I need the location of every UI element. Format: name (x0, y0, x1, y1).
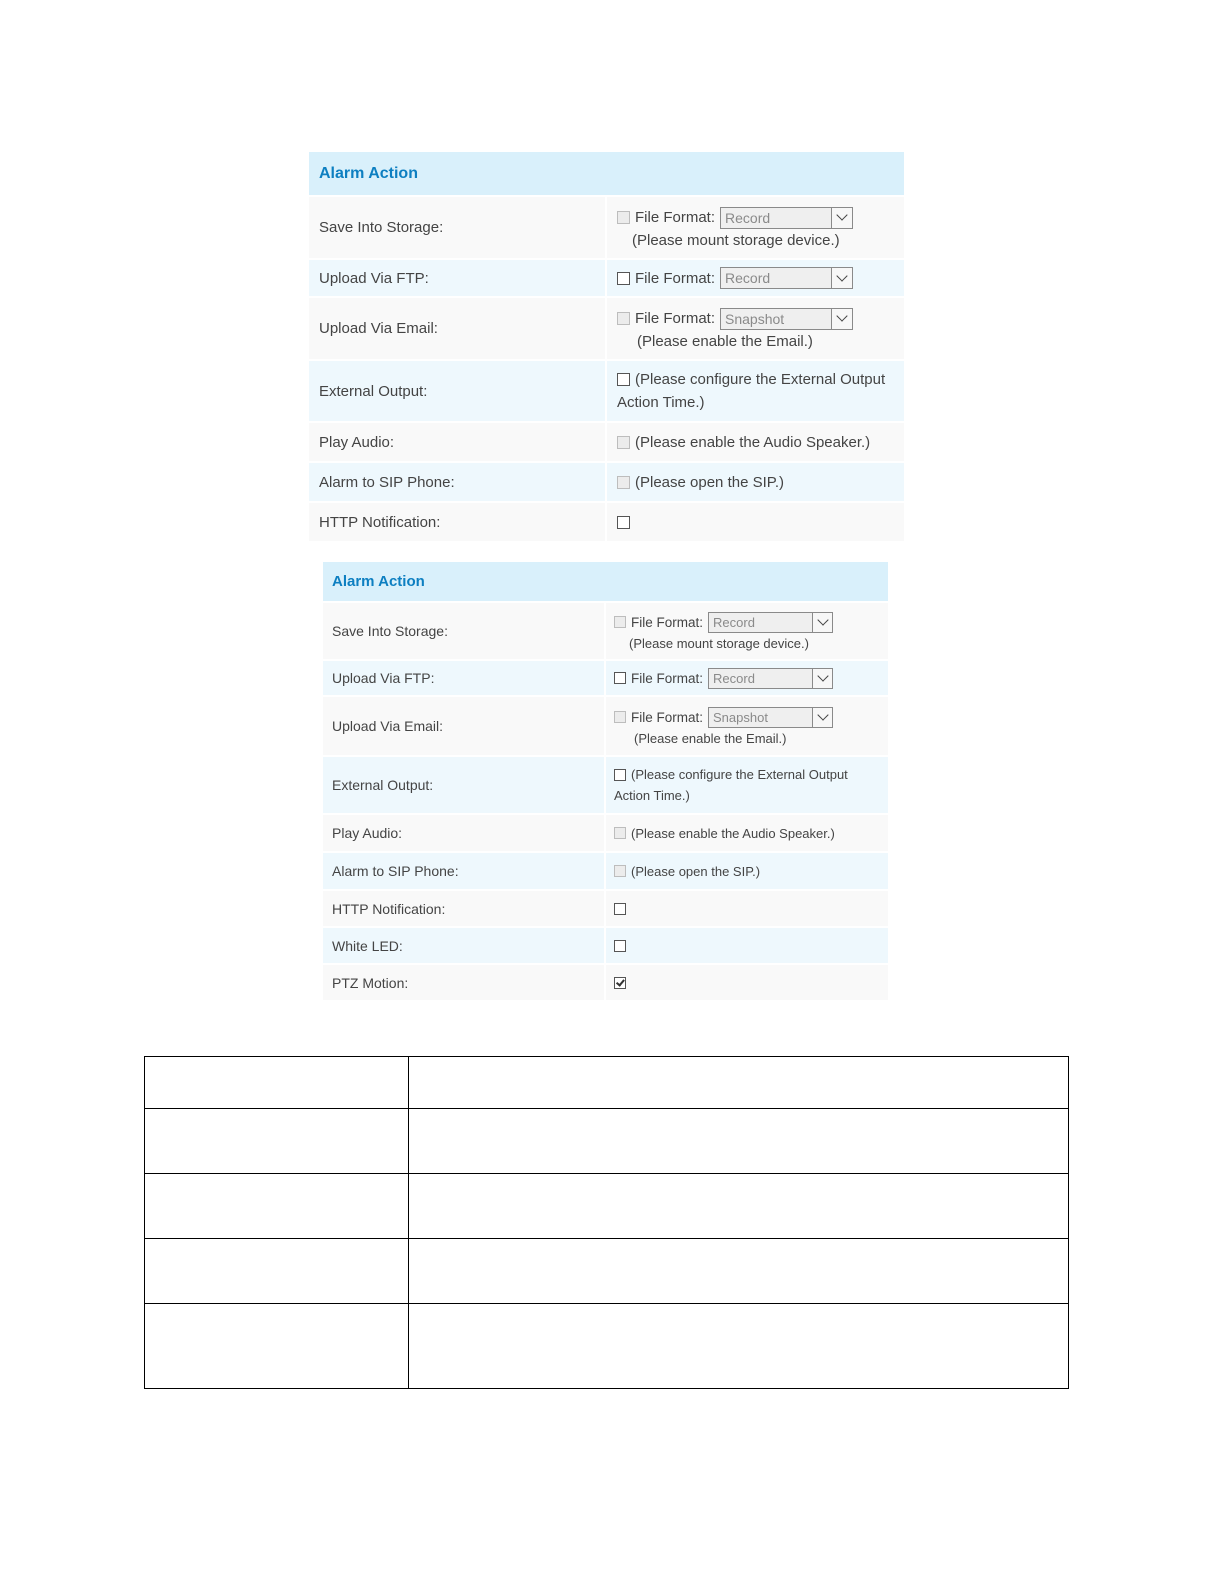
http-notification-label: HTTP Notification: (309, 503, 607, 541)
play-audio-checkbox[interactable] (617, 436, 630, 449)
table-row (145, 1057, 1069, 1109)
table-cell (145, 1057, 409, 1109)
alarm-to-sip-phone-label: Alarm to SIP Phone: (309, 463, 607, 501)
save-into-storage-label: Save Into Storage: (323, 603, 606, 659)
select-value: Record (713, 670, 755, 686)
external-output-checkbox[interactable] (614, 769, 626, 781)
sip-note: (Please open the SIP.) (631, 863, 761, 879)
upload-via-ftp-checkbox[interactable] (614, 672, 626, 684)
email-file-format-select[interactable] (708, 707, 833, 728)
chevron-down-icon[interactable] (831, 268, 852, 288)
row-save-into-storage (323, 601, 888, 659)
ftp-file-format-select[interactable] (708, 668, 833, 689)
description-table (144, 1056, 1069, 1389)
external-output-note-line2: Action Time.) (617, 394, 705, 411)
row-upload-via-email (309, 296, 904, 359)
play-audio-label: Play Audio: (309, 423, 607, 461)
table-cell (145, 1239, 409, 1304)
external-output-label: External Output: (323, 757, 606, 813)
http-notification-label: HTTP Notification: (323, 891, 606, 926)
email-file-format-select[interactable] (720, 308, 853, 330)
alarm-action-panel-2 (323, 562, 888, 1000)
alarm-to-sip-phone-label: Alarm to SIP Phone: (323, 853, 606, 889)
chevron-down-icon[interactable] (812, 669, 832, 688)
row-play-audio (323, 813, 888, 851)
row-upload-via-ftp (323, 659, 888, 695)
alarm-to-sip-phone-checkbox[interactable] (617, 476, 630, 489)
file-format-label: File Format: (631, 709, 704, 725)
row-http-notification (309, 501, 904, 541)
email-note: (Please enable the Email.) (637, 332, 813, 350)
http-notification-checkbox[interactable] (617, 516, 630, 529)
row-play-audio (309, 421, 904, 461)
table-cell (409, 1239, 1069, 1304)
table-cell (409, 1057, 1069, 1109)
upload-via-email-label: Upload Via Email: (323, 697, 606, 755)
white-led-checkbox[interactable] (614, 940, 626, 952)
sip-note: (Please open the SIP.) (635, 473, 784, 491)
storage-note: (Please mount storage device.) (632, 231, 840, 249)
upload-via-email-checkbox[interactable] (614, 711, 626, 723)
upload-via-email-checkbox[interactable] (617, 312, 630, 325)
row-white-led (323, 926, 888, 963)
upload-via-ftp-label: Upload Via FTP: (323, 661, 606, 695)
external-output-checkbox[interactable] (617, 373, 630, 386)
save-into-storage-checkbox[interactable] (617, 211, 630, 224)
select-value: Record (725, 270, 771, 286)
table-cell (145, 1174, 409, 1239)
alarm-action-panel-1 (309, 152, 904, 541)
table-row (145, 1174, 1069, 1239)
row-external-output (323, 755, 888, 813)
storage-note: (Please mount storage device.) (629, 635, 809, 651)
play-audio-checkbox[interactable] (614, 827, 626, 839)
save-into-storage-label: Save Into Storage: (309, 197, 607, 258)
ptz-motion-checkbox[interactable] (614, 977, 626, 989)
row-external-output (309, 359, 904, 421)
row-save-into-storage (309, 195, 904, 258)
save-file-format-select[interactable] (720, 207, 853, 229)
play-audio-note: (Please enable the Audio Speaker.) (635, 433, 871, 451)
row-http-notification (323, 889, 888, 926)
save-into-storage-checkbox[interactable] (614, 616, 626, 628)
file-format-label: File Format: (635, 310, 716, 327)
chevron-down-icon[interactable] (812, 708, 832, 727)
row-upload-via-ftp (309, 258, 904, 296)
external-output-note-line2: Action Time.) (614, 788, 690, 803)
table-row (145, 1239, 1069, 1304)
ptz-motion-label: PTZ Motion: (323, 965, 606, 1000)
chevron-down-icon[interactable] (831, 309, 852, 329)
play-audio-note: (Please enable the Audio Speaker.) (631, 825, 835, 841)
table-cell (145, 1109, 409, 1174)
select-value: Snapshot (725, 310, 785, 327)
chevron-down-icon[interactable] (812, 613, 832, 632)
file-format-label: File Format: (631, 670, 704, 686)
panel-title: Alarm Action (323, 562, 888, 601)
file-format-label: File Format: (635, 209, 716, 226)
chevron-down-icon[interactable] (831, 208, 852, 228)
email-note: (Please enable the Email.) (634, 730, 787, 746)
panel-title: Alarm Action (309, 152, 904, 195)
external-output-note-line1: (Please configure the External Output (631, 767, 848, 782)
table-cell (409, 1304, 1069, 1389)
row-upload-via-email (323, 695, 888, 755)
table-row (145, 1109, 1069, 1174)
http-notification-checkbox[interactable] (614, 903, 626, 915)
upload-via-email-label: Upload Via Email: (309, 298, 607, 359)
row-alarm-to-sip-phone (323, 851, 888, 889)
upload-via-ftp-checkbox[interactable] (617, 272, 630, 285)
white-led-label: White LED: (323, 928, 606, 963)
select-value: Record (713, 614, 755, 630)
select-value: Snapshot (713, 709, 768, 725)
ftp-file-format-select[interactable] (720, 267, 853, 289)
select-value: Record (725, 209, 771, 226)
row-ptz-motion (323, 963, 888, 1000)
save-file-format-select[interactable] (708, 612, 833, 633)
file-format-label: File Format: (635, 269, 716, 287)
file-format-label: File Format: (631, 614, 704, 630)
alarm-to-sip-phone-checkbox[interactable] (614, 865, 626, 877)
upload-via-ftp-label: Upload Via FTP: (309, 260, 607, 296)
external-output-label: External Output: (309, 361, 607, 421)
table-cell (145, 1304, 409, 1389)
table-cell (409, 1174, 1069, 1239)
external-output-note-line1: (Please configure the External Output (635, 371, 886, 388)
play-audio-label: Play Audio: (323, 815, 606, 851)
row-alarm-to-sip-phone (309, 461, 904, 501)
table-cell (409, 1109, 1069, 1174)
table-row (145, 1304, 1069, 1389)
